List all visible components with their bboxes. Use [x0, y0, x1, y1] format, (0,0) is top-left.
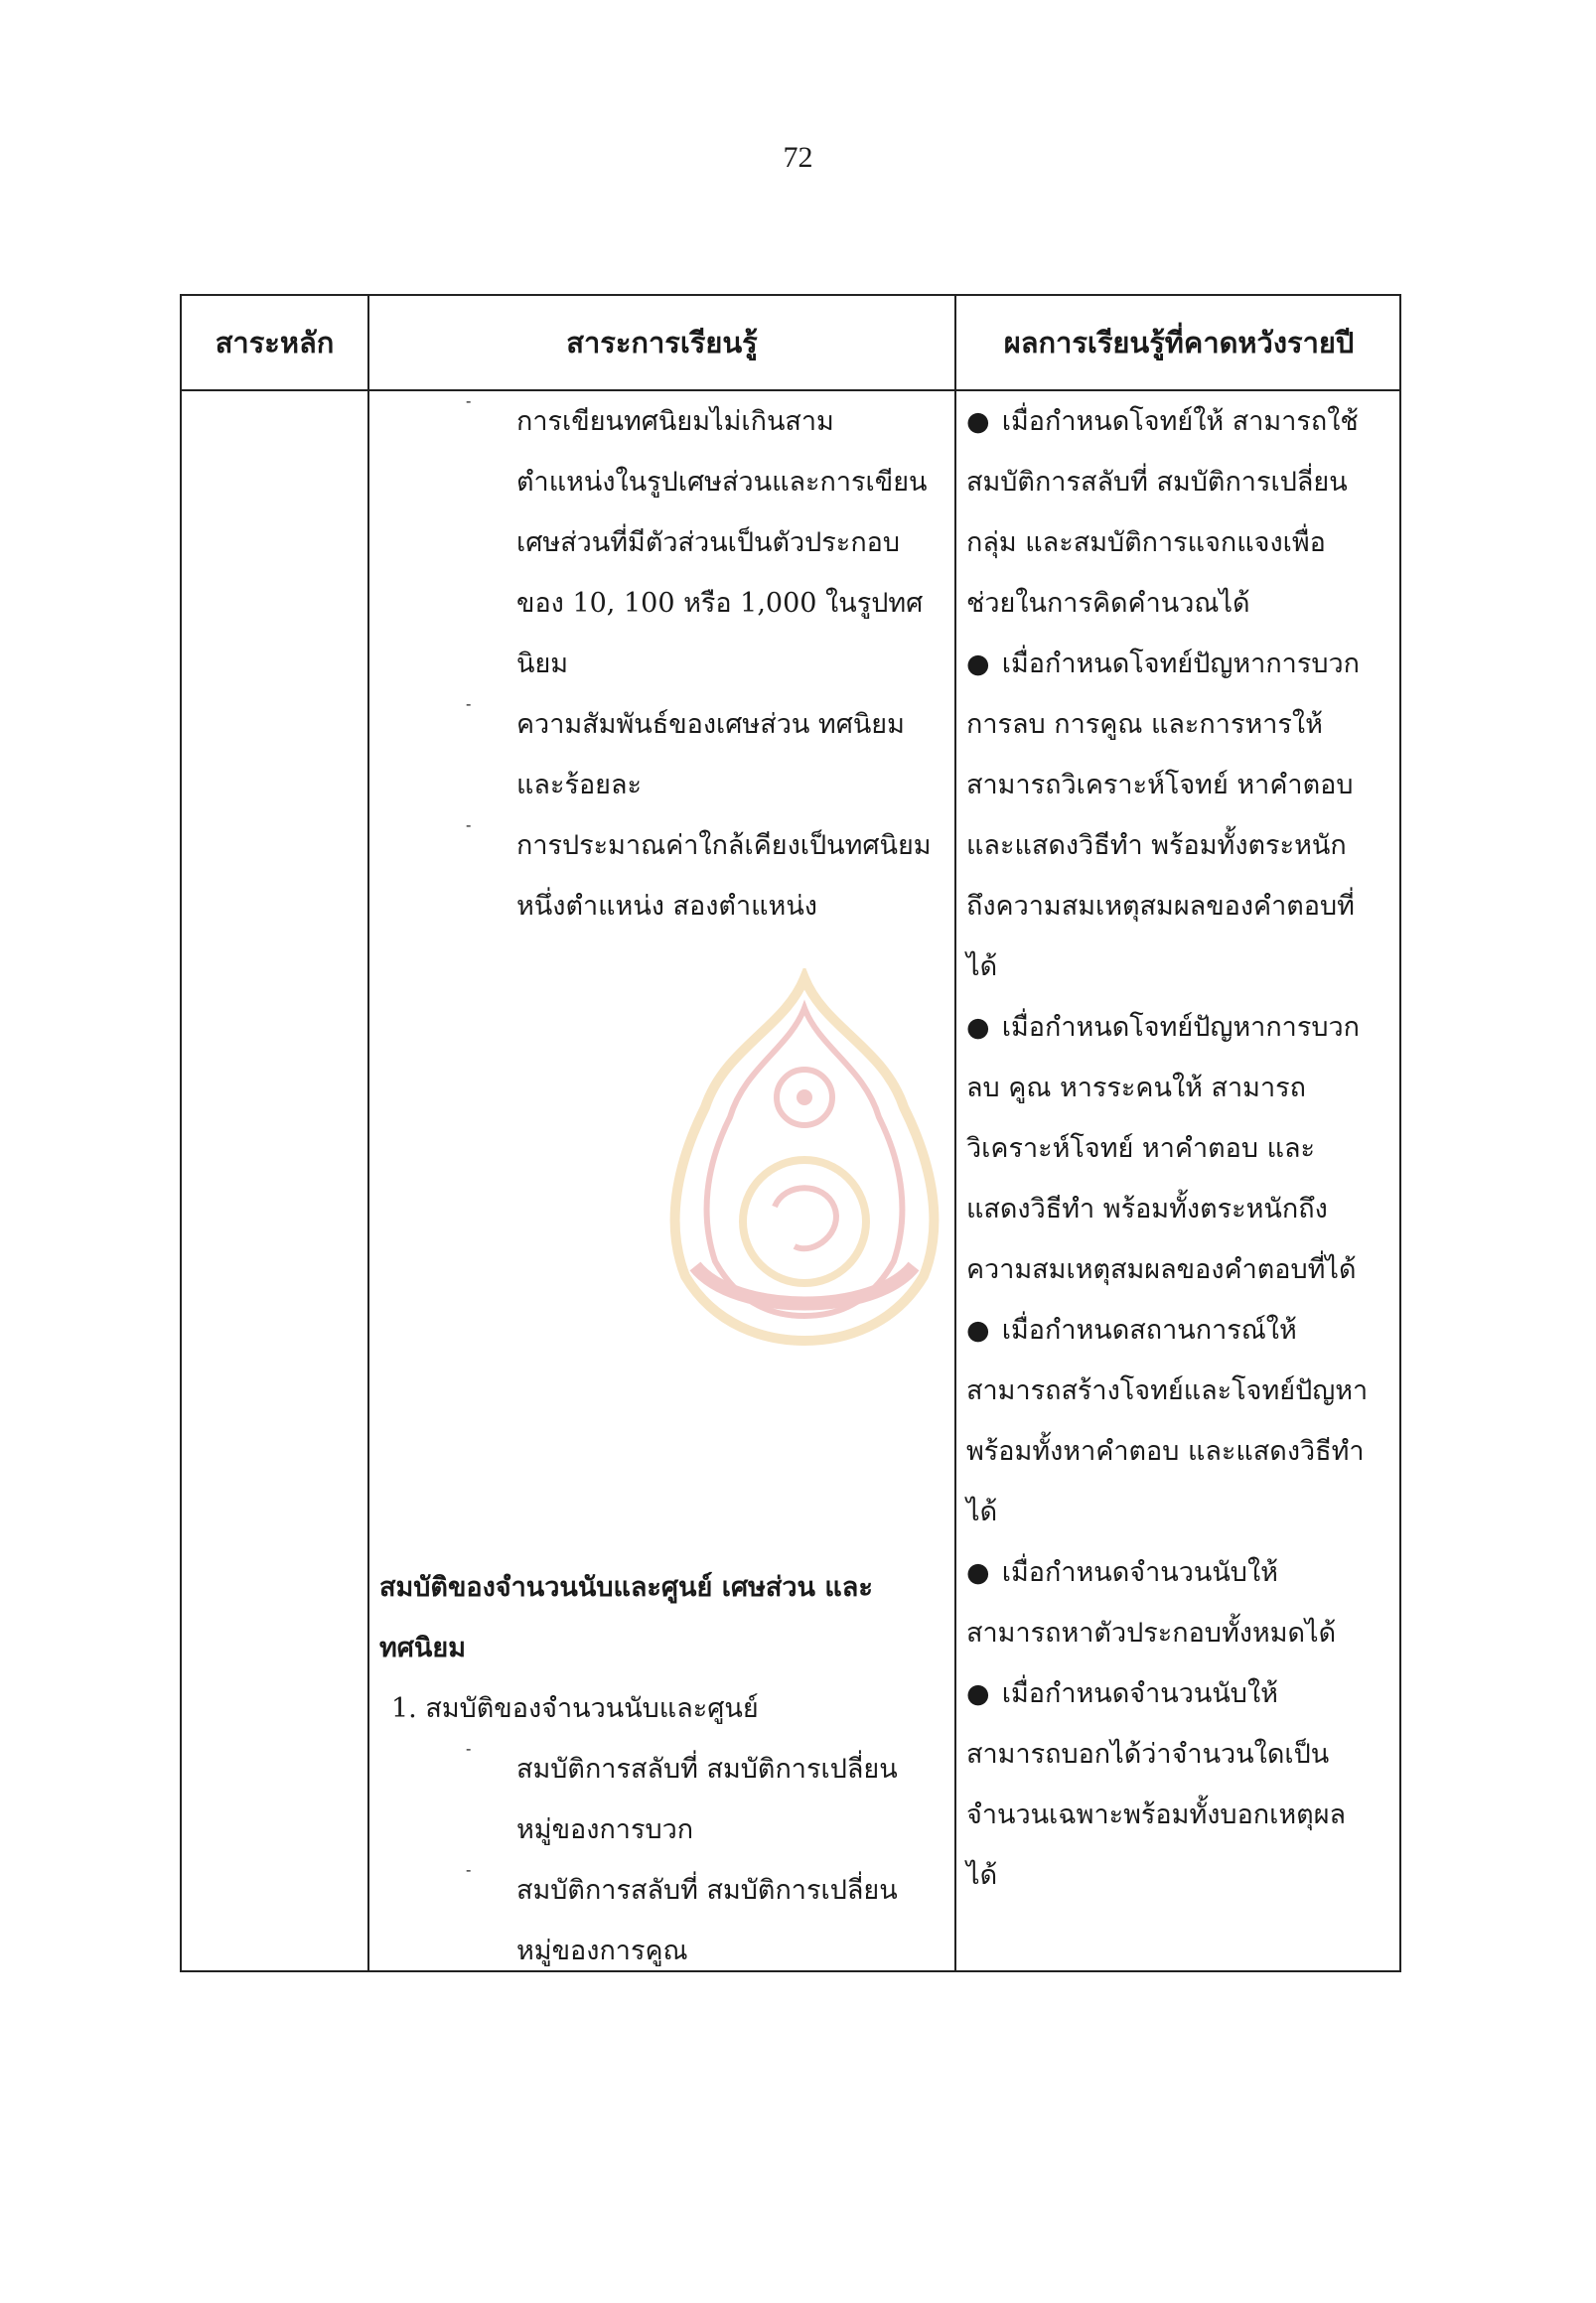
seal-watermark-icon — [655, 968, 953, 1346]
text-line: ความสมเหตุสมผลของคำตอบที่ได้ — [966, 1254, 1357, 1285]
outcome-item — [966, 391, 1393, 634]
text-line: ได้ — [966, 1860, 998, 1891]
bullet-marker: ● — [966, 648, 990, 679]
text-line: เศษส่วนที่มีตัวส่วนเป็นตัวประกอบ — [516, 527, 901, 558]
list-item — [379, 1739, 960, 1860]
numbered-item: 1. สมบัติของจำนวนนับและศูนย์ — [391, 1693, 759, 1724]
bullet-marker: ● — [966, 1678, 990, 1709]
text-line: วิเคราะห์โจทย์ หาคำตอบ และ — [966, 1133, 1316, 1164]
outcome-item — [966, 1663, 1393, 1906]
text-line: หนึ่งตำแหน่ง สองตำแหน่ง — [516, 891, 817, 922]
outcome-item — [966, 1300, 1393, 1542]
text-line: สมบัติการสลับที่ สมบัติการเปลี่ยน — [516, 1754, 898, 1785]
text-line: ได้ — [966, 951, 998, 982]
list-item — [379, 1860, 960, 1981]
text-line: เมื่อกำหนดจำนวนนับให้ — [1001, 1557, 1278, 1588]
section-heading: สมบัติของจำนวนนับและศูนย์ เศษส่วน และ — [379, 1572, 873, 1603]
bullet-marker: ● — [966, 1012, 990, 1043]
text-line: ตำแหน่งในรูปเศษส่วนและการเขียน — [516, 467, 928, 498]
text-line: ลบ คูณ หารระคนให้ สามารถ — [966, 1073, 1306, 1103]
text-line: กลุ่ม และสมบัติการแจกแจงเพื่อ — [966, 527, 1326, 558]
text-line: หมู่ของการคูณ — [516, 1936, 688, 1966]
bullet-marker: ● — [966, 406, 990, 437]
header-core-content: สาระหลัก — [215, 326, 335, 360]
dash-marker: - — [466, 1739, 472, 1758]
bullet-marker: ● — [966, 1315, 990, 1346]
text-line: เมื่อกำหนดสถานการณ์ให้ — [1001, 1315, 1297, 1346]
text-line: สามารถวิเคราะห์โจทย์ หาคำตอบ — [966, 770, 1354, 800]
text-line: สมบัติการสลับที่ สมบัติการเปลี่ยน — [966, 467, 1348, 498]
text-line: เมื่อกำหนดโจทย์ปัญหาการบวก — [1001, 648, 1360, 679]
text-line: สามารถบอกได้ว่าจำนวนใดเป็น — [966, 1739, 1330, 1770]
outcome-item — [966, 1542, 1393, 1663]
text-line: เมื่อกำหนดโจทย์ให้ สามารถใช้ — [1001, 406, 1359, 437]
text-line: และร้อยละ — [516, 770, 643, 800]
text-line: พร้อมทั้งหาคำตอบ และแสดงวิธีทำ — [966, 1436, 1365, 1467]
list-item — [369, 391, 950, 694]
text-line: สมบัติการสลับที่ สมบัติการเปลี่ยน — [516, 1875, 898, 1906]
page-number: 72 — [783, 141, 813, 174]
text-line: เมื่อกำหนดโจทย์ปัญหาการบวก — [1001, 1012, 1360, 1043]
list-item — [369, 815, 950, 936]
text-line: ช่วยในการคิดคำนวณได้ — [966, 588, 1250, 619]
header-learning-content: สาระการเรียนรู้ — [566, 326, 758, 360]
text-line: การลบ การคูณ และการหารให้ — [966, 709, 1323, 740]
text-line: ถึงความสมเหตุสมผลของคำตอบที่ — [966, 891, 1355, 922]
text-line: การเขียนทศนิยมไม่เกินสาม — [516, 406, 834, 437]
text-line: ได้ — [966, 1497, 998, 1527]
text-line: และแสดงวิธีทำ พร้อมทั้งตระหนัก — [966, 830, 1347, 861]
list-item — [369, 694, 950, 815]
text-line: สามารถสร้างโจทย์และโจทย์ปัญหา — [966, 1375, 1369, 1406]
dash-marker: - — [466, 1860, 472, 1879]
text-line: หมู่ของการบวก — [516, 1814, 694, 1845]
dash-marker: - — [466, 815, 472, 834]
text-line: สามารถหาตัวประกอบทั้งหมดได้ — [966, 1618, 1337, 1649]
dash-marker: - — [466, 391, 472, 410]
text-line: ความสัมพันธ์ของเศษส่วน ทศนิยม — [516, 709, 905, 740]
properties-section — [379, 1557, 960, 1981]
text-line: แสดงวิธีทำ พร้อมทั้งตระหนักถึง — [966, 1194, 1328, 1224]
bullet-marker: ● — [966, 1557, 990, 1588]
section-heading: ทศนิยม — [379, 1633, 467, 1663]
dash-marker: - — [466, 694, 472, 713]
text-line: การประมาณค่าใกล้เคียงเป็นทศนิยม — [516, 830, 932, 861]
text-line: ของ 10, 100 หรือ 1,000 ในรูปทศ — [516, 588, 924, 619]
expected-outcomes-cell — [966, 391, 1393, 1906]
outcome-item — [966, 997, 1393, 1300]
text-line: จำนวนเฉพาะพร้อมทั้งบอกเหตุผล — [966, 1799, 1347, 1830]
outcome-item — [966, 634, 1393, 997]
header-expected-outcomes: ผลการเรียนรู้ที่คาดหวังรายปี — [1003, 326, 1355, 360]
learning-content-cell — [369, 391, 950, 936]
text-line: นิยม — [516, 648, 569, 679]
text-line: เมื่อกำหนดจำนวนนับให้ — [1001, 1678, 1278, 1709]
